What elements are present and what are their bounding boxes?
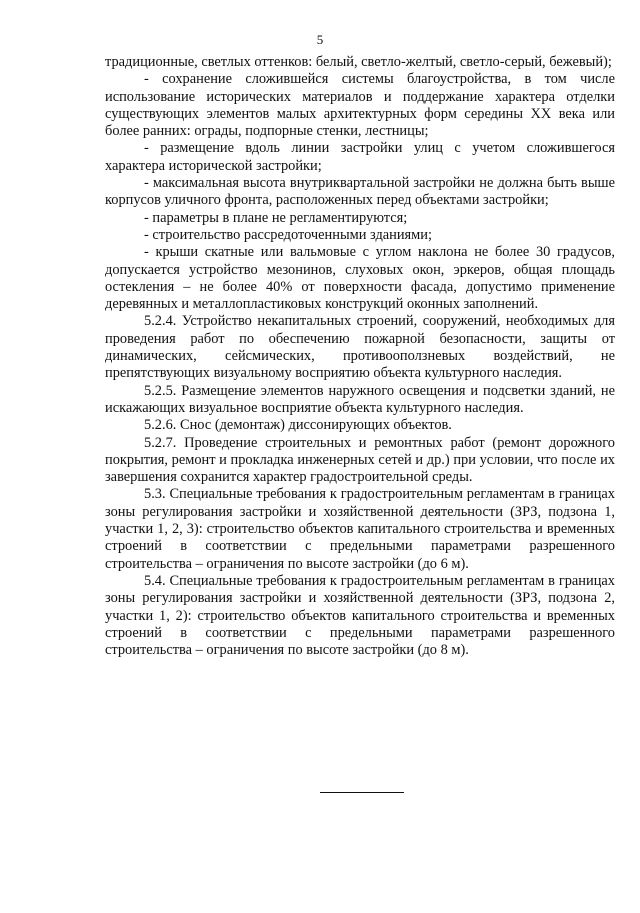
clause-5-4: 5.4. Специальные требования к градостроительным регламентам в границах зоны регулирования застройки и хозяйственной деятельности (ЗРЗ, подзона 2, участки 1, 2): строительство объектов капитального строительства и временных строений в соответствии с предельными параметрами разрешенного строительства – ограничения по высоте застройки (до 8 м). <box>105 572 615 659</box>
paragraph-continuation: традиционные, светлых оттенков: белый, светло-желтый, светло-серый, бежевый); <box>105 54 612 70</box>
list-item-building-line: - размещение вдоль линии застройки улиц с учетом сложившегося характера исторической застройки; <box>105 140 615 174</box>
clause-5-2-7: 5.2.7. Проведение строительных и ремонтных работ (ремонт дорожного покрытия, ремонт и прокладка инженерных сетей и др.) при условии, что после их завершения сохранится характер градостроительной среды. <box>105 434 615 486</box>
clause-5-3: 5.3. Специальные требования к градостроительным регламентам в границах зоны регулирования застройки и хозяйственной деятельности (ЗРЗ, подзона 1, участки 1, 2, 3): строительство объектов капитального строительства и временных строений в соответствии с предельными параметрами разрешенного строительства – ограничения по высоте застройки (до 6 м). <box>105 486 615 572</box>
list-item-dispersed-buildings: - строительство рассредоточенными зданиями; <box>144 226 432 243</box>
document-body <box>105 54 615 659</box>
end-divider-line <box>320 792 404 793</box>
clause-5-2-6: 5.2.6. Снос (демонтаж) диссонирующих объектов. <box>144 417 452 434</box>
list-item-max-height: - максимальная высота внутриквартальной застройки не должна быть выше корпусов уличного фронта, расположенных перед объектами застройки; <box>105 175 615 209</box>
list-item-improvement-system: - сохранение сложившейся системы благоустройства, в том числе использование исторических материалов и поддержание характера отделки существующих элементов малых архитектурных форм середины XX века или более ранних: ограды, подпорные стенки, лестницы; <box>105 71 615 140</box>
clause-5-2-4: 5.2.4. Устройство некапитальных строений, сооружений, необходимых для проведения работ по обеспечению пожарной безопасности, защиты от динамических, сейсмических, противооползневых воздействий, не препятствующих визуальному восприятию объекта культурного наследия. <box>105 313 615 382</box>
page-number: 5 <box>316 32 324 47</box>
list-item-plan-parameters: - параметры в плане не регламентируются; <box>144 209 408 226</box>
clause-5-2-5: 5.2.5. Размещение элементов наружного освещения и подсветки зданий, не искажающих визуальное восприятие объекта культурного наследия. <box>105 382 615 416</box>
list-item-roofs: - крыши скатные или вальмовые с углом наклона не более 30 градусов, допускается устройство мезонинов, слуховых окон, эркеров, общая площадь остекления – не более 40% от поверхности фасада, допустимо применение деревянных и металлопластиковых конструкций оконных заполнений. <box>105 244 615 313</box>
